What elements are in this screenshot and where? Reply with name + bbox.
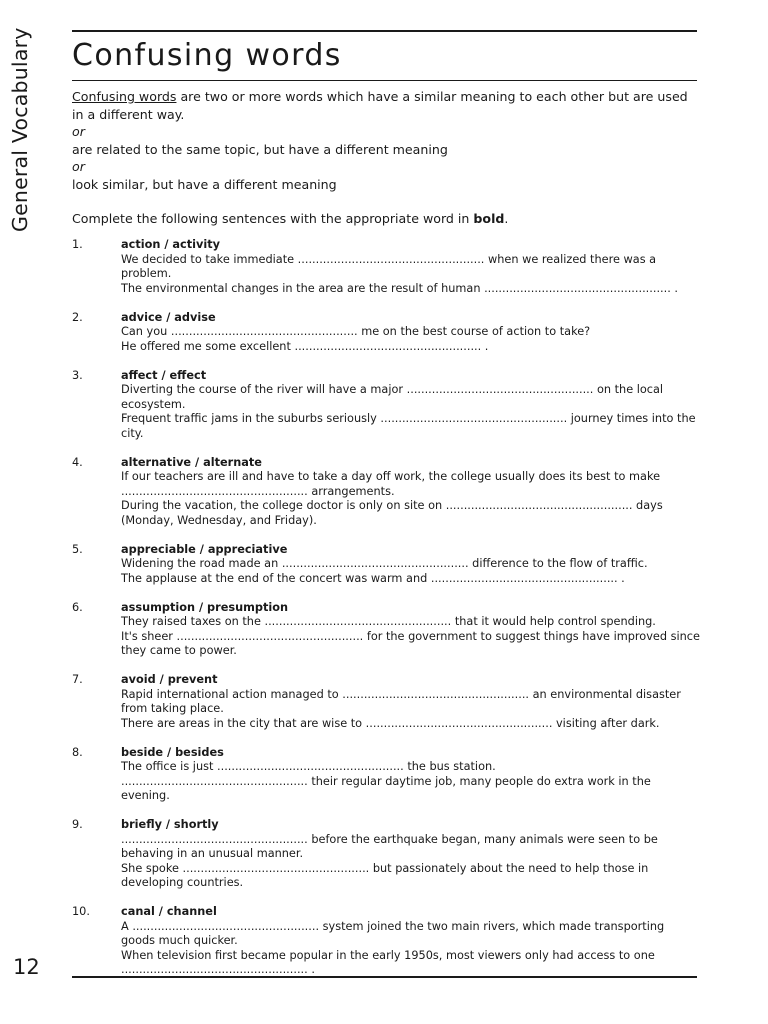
page-title: Confusing words	[72, 38, 342, 73]
word-pair: beside / besides	[121, 745, 224, 759]
word-pair: briefly / shortly	[121, 818, 219, 831]
item-number: 5.	[72, 542, 83, 556]
sentence-2: .................................................... their regular daytime job, many people do extra work in the evening.	[121, 774, 651, 802]
exercise-item	[72, 311, 700, 355]
sentence-2: Frequent traffic jams in the suburbs seriously .................................................... journey times into the city.	[121, 412, 696, 440]
or-text: or	[72, 159, 85, 174]
sentence-1: .................................................... before the earthquake began, many animals were seen to be behaving in an unusual manner.	[121, 832, 658, 860]
item-number: 2.	[72, 310, 83, 324]
title-rule	[72, 80, 697, 81]
instruction	[72, 210, 700, 228]
item-number: 4.	[72, 455, 83, 469]
item-number: 1.	[72, 238, 83, 251]
exercise-item	[72, 369, 700, 442]
sentence-1: We decided to take immediate .................................................... when we realized there was a problem.	[121, 252, 657, 280]
item-number: 7.	[72, 673, 83, 686]
word-pair: advice / advise	[121, 310, 216, 324]
exercise-item	[72, 543, 700, 587]
intro-or-2	[72, 158, 700, 176]
page-number: 12	[13, 955, 40, 979]
sentence-1: They raised taxes on the .................................................... that it would help control spending.	[121, 615, 656, 628]
sentence-1: Can you .................................................... me on the best course of action to take?	[121, 325, 591, 338]
sentence-2: The environmental changes in the area are the result of human .................................................... .	[121, 281, 678, 295]
exercise-list	[72, 238, 700, 992]
sentence-1: If our teachers are ill and have to take a day off work, the college usually does its best to make .................................................... arrangements.	[121, 470, 661, 498]
exercise-item	[72, 238, 700, 296]
word-pair: assumption / presumption	[121, 600, 289, 614]
word-pair: alternative / alternate	[121, 455, 262, 469]
exercise-item	[72, 746, 700, 804]
exercise-item	[72, 905, 700, 978]
section-label: General Vocabulary	[8, 27, 32, 232]
item-number: 3.	[72, 368, 83, 382]
sentence-2: She spoke .................................................... but passionately about the need to help those in developing countries.	[121, 861, 649, 889]
sentence-2: There are areas in the city that are wise to .................................................... visiting after dark.	[121, 716, 660, 730]
item-number: 9.	[72, 818, 83, 831]
exercise-item	[72, 601, 700, 659]
exercise-item	[72, 818, 700, 891]
sentence-1: A .................................................... system joined the two main rivers, which made transporting goods much quicker.	[121, 919, 665, 947]
or-text: or	[72, 124, 85, 139]
intro-line-3: look similar, but have a different meaning	[72, 176, 337, 192]
word-pair: affect / effect	[121, 368, 207, 382]
exercise-item	[72, 456, 700, 529]
instruction-text: Complete the following sentences with the appropriate word in	[72, 211, 474, 226]
intro-definition	[72, 88, 700, 123]
intro-term: Confusing words	[72, 89, 177, 104]
instruction-bold: bold	[473, 211, 505, 226]
sentence-2: The applause at the end of the concert was warm and .................................................... .	[121, 571, 625, 585]
word-pair: action / activity	[121, 238, 220, 251]
sentence-1: Widening the road made an .................................................... difference to the flow of traffic.	[121, 557, 648, 570]
instruction-end: .	[504, 211, 509, 226]
intro-definition-rest: are two or more words which have a similar meaning to each other but are used in a different way.	[72, 89, 688, 122]
sentence-1: The office is just .................................................... the bus station.	[121, 760, 496, 773]
bottom-rule	[72, 976, 697, 978]
intro-or-1	[72, 123, 700, 141]
item-number: 8.	[72, 745, 83, 759]
sentence-2: He offered me some excellent .................................................... .	[121, 339, 489, 353]
exercise-item	[72, 673, 700, 731]
word-pair: canal / channel	[121, 905, 217, 918]
item-number: 10.	[72, 905, 90, 918]
word-pair: appreciable / appreciative	[121, 542, 288, 556]
top-rule	[72, 30, 697, 32]
word-pair: avoid / prevent	[121, 673, 218, 686]
sentence-2: During the vacation, the college doctor is only on site on .................................................... days (Monday, Wednesday, and Friday).	[121, 499, 663, 527]
sentence-1: Diverting the course of the river will have a major .................................................... on the local ecosystem.	[121, 383, 664, 411]
item-number: 6.	[72, 600, 83, 614]
sentence-1: Rapid international action managed to .................................................... an environmental disaster from taking place.	[121, 687, 681, 715]
sentence-2: When television first became popular in the early 1950s, most viewers only had access to one .................................................... .	[121, 948, 655, 976]
sentence-2: It's sheer .................................................... for the government to suggest things have improved since they came to power.	[121, 629, 700, 657]
intro	[72, 88, 700, 228]
intro-line-2: are related to the same topic, but have a different meaning	[72, 141, 448, 157]
